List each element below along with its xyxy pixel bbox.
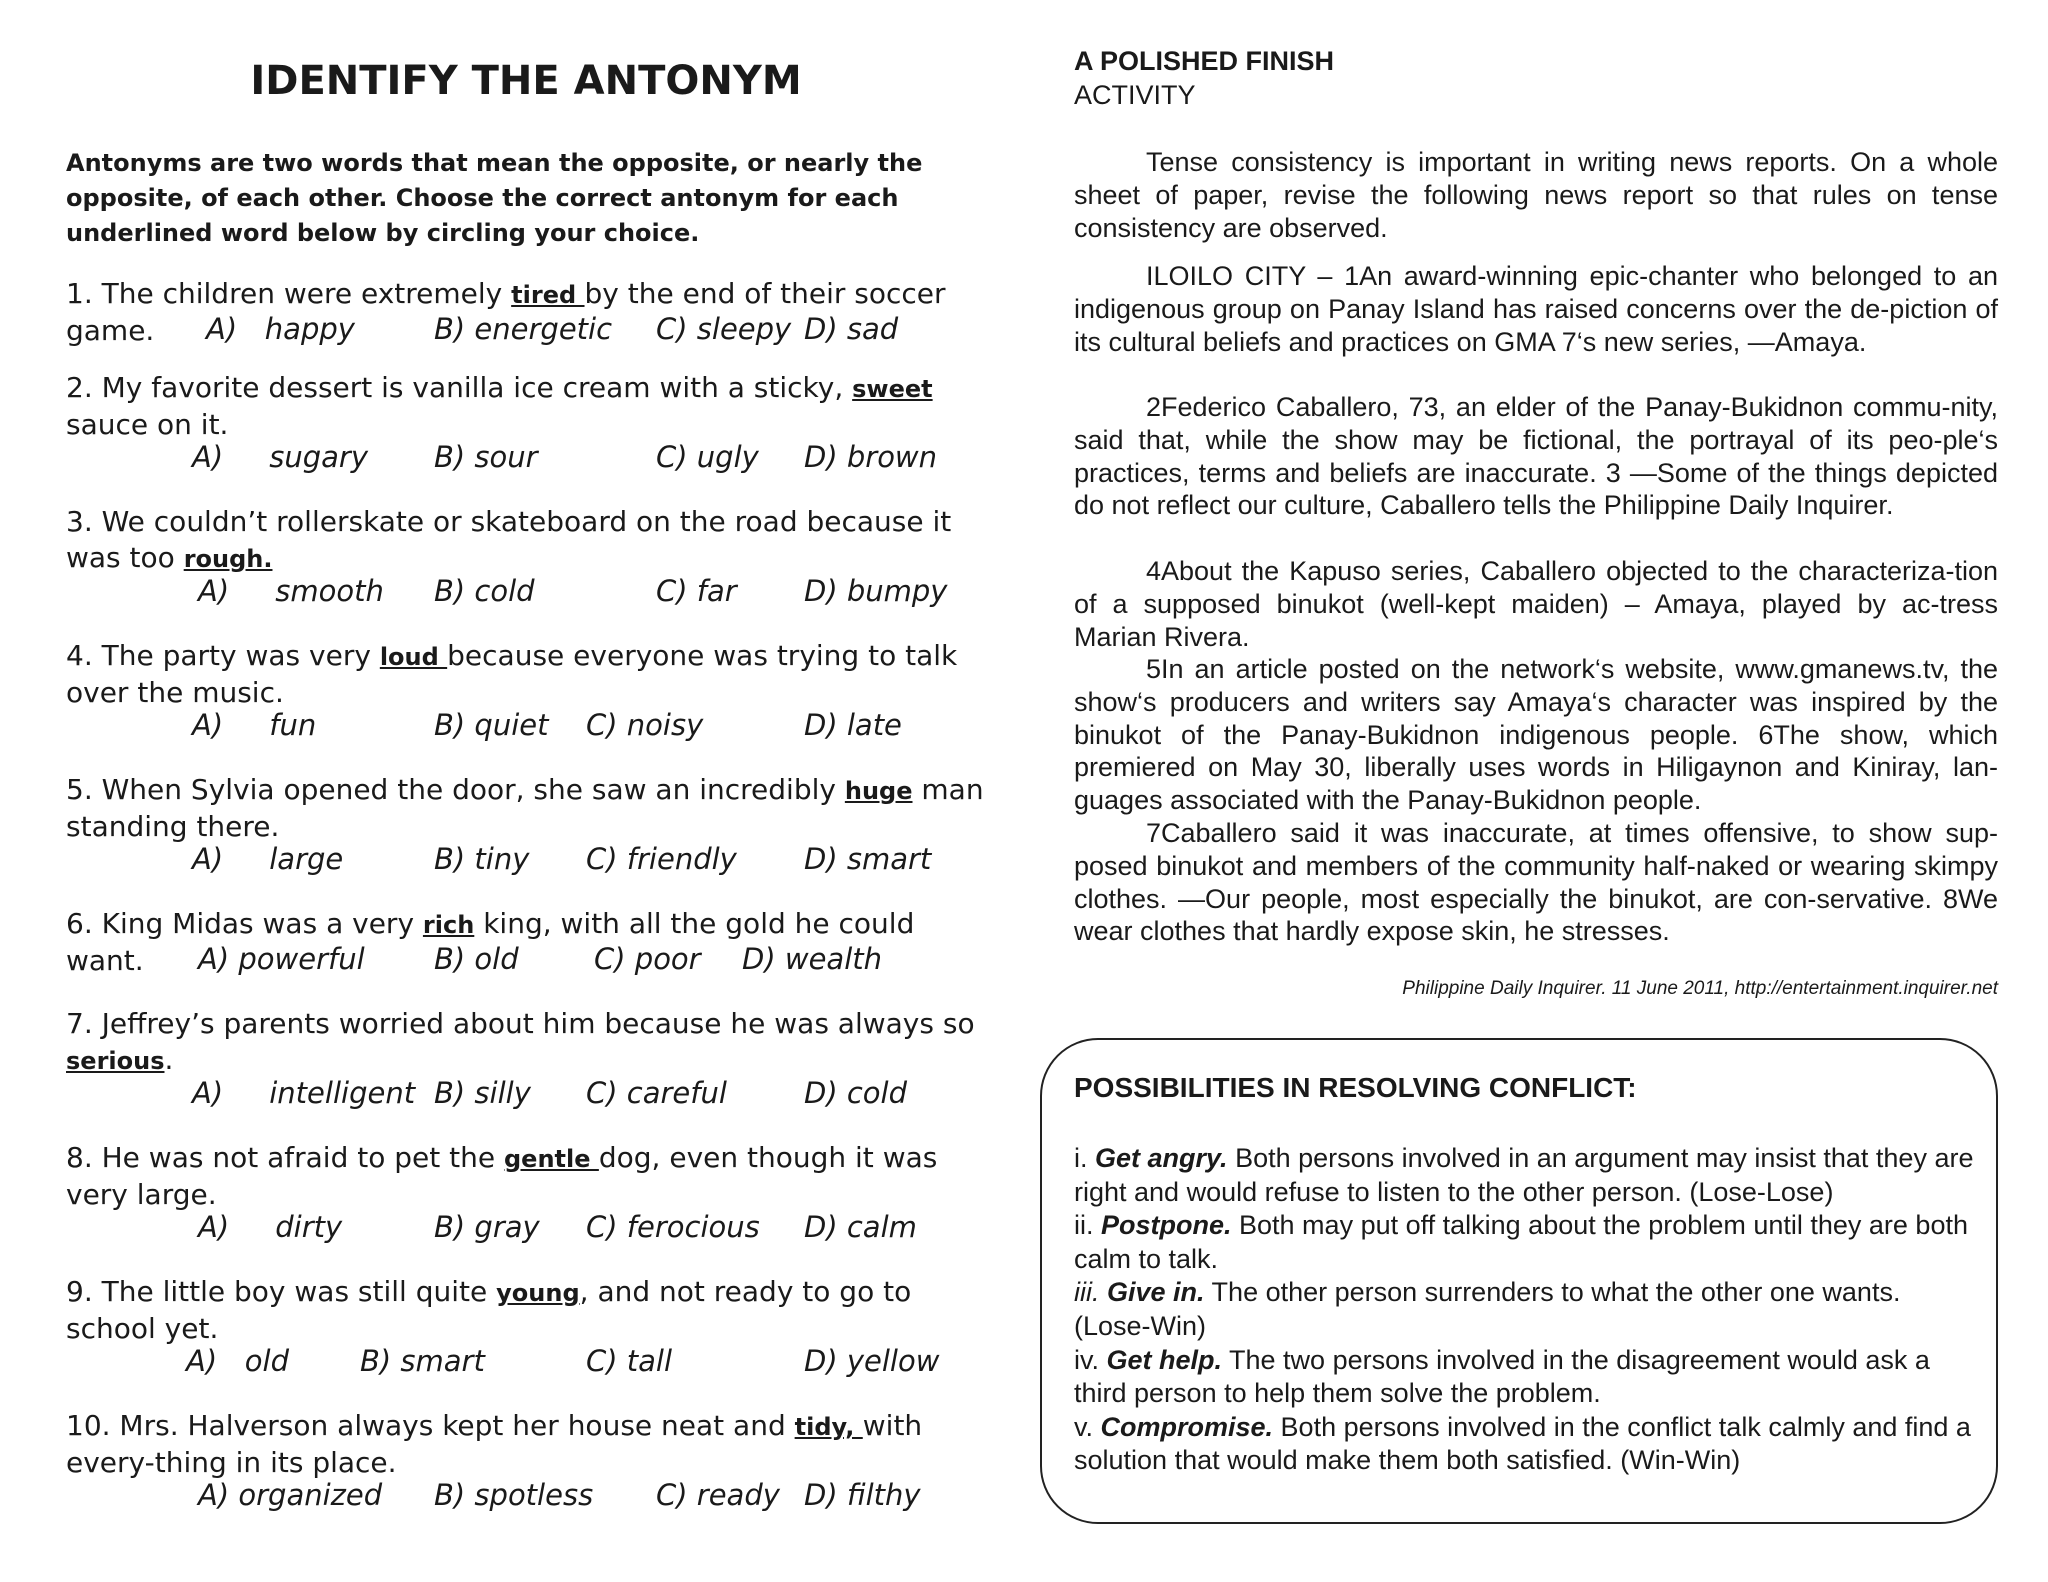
option-a[interactable]: A) smooth [198,574,384,608]
underlined-word: sweet [852,375,933,403]
option-b[interactable]: B) smart [360,1344,485,1378]
question-9: 9. The little boy was still quite young, and not ready to go to school yet. [66,1275,912,1345]
option-c[interactable]: C) ready [656,1478,780,1512]
option-b[interactable]: B) silly [434,1076,531,1110]
news-paragraph-4: 5In an article posted on the network‘s website, www.gmanews.tv, the show‘s producers and writers say Amaya‘s character was inspired by the binukot of the Panay-Bukidnon indigenous people. 6The show, which premiered on May 30, liberally uses words in Hiligaynon and Kiniray, lan-guages associated with the Panay-Bukidnon people. [1074,654,1998,816]
options-1 [66,312,986,352]
option-a[interactable]: A) sugary [192,440,368,474]
news-paragraph-2: 2Federico Caballero, 73, an elder of the Panay-Bukidnon commu-nity, said that, while the show may be fictional, the portrayal of its peo-ple‘s practices, terms and beliefs are inaccurate. 3 —Some of the things depicted do not reflect our culture, Caballero tells the Philippine Daily Inquirer. [1074,392,1998,521]
activity-title: A POLISHED FINISH [1074,46,1335,76]
option-d[interactable]: D) calm [804,1210,917,1244]
option-d[interactable]: D) bumpy [804,574,948,608]
underlined-word: young [496,1279,580,1307]
options-7 [66,1076,986,1116]
option-c[interactable]: C) tall [586,1344,673,1378]
underlined-word: tidy, [794,1413,863,1441]
question-2: 2. My favorite dessert is vanilla ice cream with a sticky, sweet sauce on it. [66,371,933,441]
news-paragraph-5: 7Caballero said it was inaccurate, at times offensive, to show sup-posed binukot and members of the community half-naked or wearing skimpy clothes. —Our people, most especially the binukot, are con-servative. 8We wear clothes that hardly expose skin, he stresses. [1074,818,1998,947]
source-citation: Philippine Daily Inquirer. 11 June 2011, http://entertainment.inquirer.net [1402,978,1998,999]
question-5: 5. When Sylvia opened the door, she saw an incredibly huge man standing there. [66,773,984,843]
news-paragraph-3: 4About the Kapuso series, Caballero objected to the characteriza-tion of a supposed binukot (well-kept maiden) – Amaya, played by ac-tress Marian Rivera. [1074,556,1998,652]
option-c[interactable]: C) friendly [586,842,737,876]
options-2 [66,440,986,480]
option-d[interactable]: D) brown [804,440,938,474]
options-9 [66,1344,986,1384]
options-10 [66,1478,986,1518]
option-b[interactable]: B) spotless [434,1478,594,1512]
question-7: 7. Jeffrey’s parents worried about him because he was always so serious. [66,1007,975,1076]
option-b[interactable]: B) cold [434,574,535,608]
option-b[interactable]: B) gray [434,1210,540,1244]
list-item: v. Compromise. Both persons involved in the conflict talk calmly and find a solution that would make them both satisfied. (Win-Win) [1074,1411,1971,1476]
option-b[interactable]: B) quiet [434,708,549,742]
question-3: 3. We couldn’t rollerskate or skateboard on the road because it was too rough. [66,505,952,574]
option-a[interactable]: A) happy [206,312,355,346]
option-d[interactable]: D) late [804,708,902,742]
underlined-word: rough. [183,545,273,573]
options-3 [66,574,986,614]
question-10: 10. Mrs. Halverson always kept her house neat and tidy, with every-thing in its place. [66,1409,923,1479]
option-d[interactable]: D) yellow [804,1344,940,1378]
option-a[interactable]: A) intelligent [192,1076,416,1110]
activity-subtitle: ACTIVITY [1074,80,1196,110]
option-c[interactable]: C) poor [594,942,701,976]
underlined-word: tired [511,281,585,309]
option-d[interactable]: D) sad [804,312,899,346]
option-b[interactable]: B) old [434,942,519,976]
conflict-title: POSSIBILITIES IN RESOLVING CONFLICT: [1074,1072,1637,1103]
question-4: 4. The party was very loud because everyone was trying to talk over the music. [66,639,958,709]
option-c[interactable]: C) noisy [586,708,704,742]
activity-intro: Tense consistency is important in writing news reports. On a whole sheet of paper, revise the following news report so that rules on tense consistency are observed. [1074,147,1998,243]
option-c[interactable]: C) far [656,574,737,608]
option-c[interactable]: C) careful [586,1076,727,1110]
list-item: i. Get angry. Both persons involved in an argument may insist that they are right and would refuse to listen to the other person. (Lose-Lose) [1074,1143,1974,1207]
option-b[interactable]: B) tiny [434,842,530,876]
option-c[interactable]: C) ferocious [586,1210,760,1244]
conflict-list [1074,1142,1974,1478]
options-8 [66,1210,986,1250]
news-paragraph-1: ILOILO CITY – 1An award-winning epic-chanter who belonged to an indigenous group on Panay Island has raised concerns over the de-piction of its cultural beliefs and practices on GMA 7‘s new series, —Amaya. [1074,261,1998,357]
list-item: iii. Give in. The other person surrenders to what the other one wants. (Lose-Win) [1074,1277,1901,1341]
underlined-word: loud [379,643,448,671]
worksheet-instructions: Antonyms are two words that mean the opposite, or nearly the opposite, of each other. Choose the correct antonym for each underlined word below by circling your choice. [66,149,923,247]
activity-section [1074,0,1998,1582]
question-6: 6. King Midas was a very rich king, with all the gold he could want. [66,907,915,977]
option-a[interactable]: A) fun [192,708,317,742]
list-item: ii. Postpone. Both may put off talking about the problem until they are both calm to talk. [1074,1210,1968,1274]
worksheet-title: IDENTIFY THE ANTONYM [250,58,802,104]
option-a[interactable]: A) powerful [198,942,365,976]
question-8: 8. He was not afraid to pet the gentle dog, even though it was very large. [66,1141,938,1211]
question-1: 1. The children were extremely tired by the end of their soccer game. [66,277,946,347]
options-5 [66,842,986,882]
option-a[interactable]: A) old [186,1344,290,1378]
option-a[interactable]: A) organized [198,1478,383,1512]
option-d[interactable]: D) filthy [804,1478,921,1512]
option-c[interactable]: C) ugly [656,440,759,474]
option-c[interactable]: C) sleepy [656,312,792,346]
option-b[interactable]: B) sour [434,440,538,474]
antonym-worksheet [66,0,986,1582]
underlined-word: gentle [503,1145,599,1173]
underlined-word: serious [66,1047,165,1075]
option-a[interactable]: A) dirty [198,1210,343,1244]
list-item: iv. Get help. The two persons involved in the disagreement would ask a third person to help them solve the problem. [1074,1344,1930,1409]
options-6 [66,942,986,982]
option-d[interactable]: D) wealth [742,942,883,976]
underlined-word: huge [844,777,913,805]
option-d[interactable]: D) cold [804,1076,908,1110]
option-b[interactable]: B) energetic [434,312,613,346]
options-4 [66,708,986,748]
option-d[interactable]: D) smart [804,842,932,876]
option-a[interactable]: A) large [192,842,344,876]
underlined-word: rich [422,911,475,939]
